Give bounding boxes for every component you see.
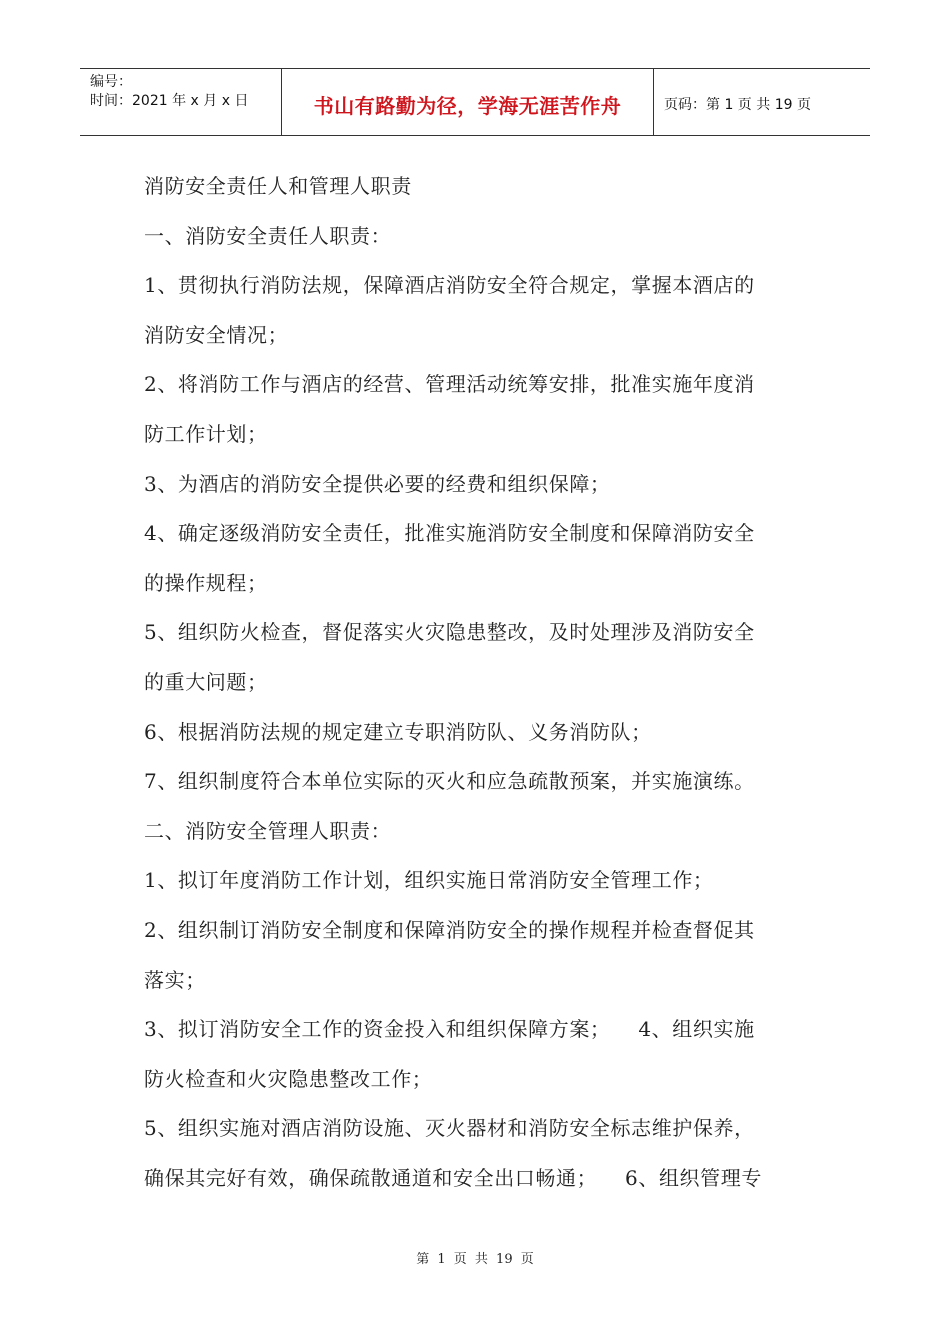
text-line: 2、组织制订消防安全制度和保障消防安全的操作规程并检查督促其: [144, 917, 755, 942]
text-line: 5、组织防火检查，督促落实火灾隐患整改，及时处理涉及消防安全: [144, 620, 755, 645]
section-heading: 一、消防安全责任人职责：: [144, 223, 392, 248]
document-body: [144, 162, 814, 1203]
text-line: 防火检查和火灾隐患整改工作；: [144, 1066, 433, 1091]
footer-page-number: 第 1 页 共 19 页: [416, 1252, 534, 1267]
text-line: 的操作规程；: [144, 570, 268, 595]
text-line: 1、拟订年度消防工作计划，组织实施日常消防安全管理工作；: [144, 868, 714, 893]
text-line: 5、组织实施对酒店消防设施、灭火器材和消防安全标志维护保养，: [144, 1116, 755, 1141]
text-line: 3、为酒店的消防安全提供必要的经费和组织保障；: [144, 471, 611, 496]
section-heading: 二、消防安全管理人职责：: [144, 818, 392, 843]
header-meta: [80, 69, 282, 135]
text-line: 落实；: [144, 967, 206, 992]
page-header: [80, 68, 870, 136]
number-label: 编号：: [90, 74, 132, 90]
text-line: 4、确定逐级消防安全责任，批准实施消防安全制度和保障消防安全: [144, 521, 755, 546]
text-line: 7、组织制度符合本单位实际的灭火和应急疏散预案，并实施演练。: [144, 769, 755, 794]
doc-title: 消防安全责任人和管理人职责: [144, 174, 412, 198]
text-line: 1、贯彻执行消防法规，保障酒店消防安全符合规定，掌握本酒店的: [144, 273, 755, 298]
header-motto-cell: [282, 69, 654, 135]
header-page-info-cell: [654, 69, 870, 135]
page-info: 页码：第 1 页 共 19 页: [664, 97, 811, 113]
text-line: 2、将消防工作与酒店的经营、管理活动统筹安排，批准实施年度消: [144, 372, 755, 397]
text-line: 的重大问题；: [144, 669, 268, 694]
text-line: 确保其完好有效，确保疏散通道和安全出口畅通； 6、组织管理专: [144, 1165, 762, 1190]
text-line: 6、根据消防法规的规定建立专职消防队、义务消防队；: [144, 719, 652, 744]
time-label: 时间：2021 年 x 月 x 日: [90, 93, 249, 109]
text-line: 消防安全情况；: [144, 322, 289, 347]
text-line: 3、拟订消防安全工作的资金投入和组织保障方案； 4、组织实施: [144, 1017, 755, 1042]
text-line: 防工作计划；: [144, 421, 268, 446]
page-footer: [0, 1248, 950, 1267]
motto-text: 书山有路勤为径，学海无涯苦作舟: [313, 93, 622, 118]
